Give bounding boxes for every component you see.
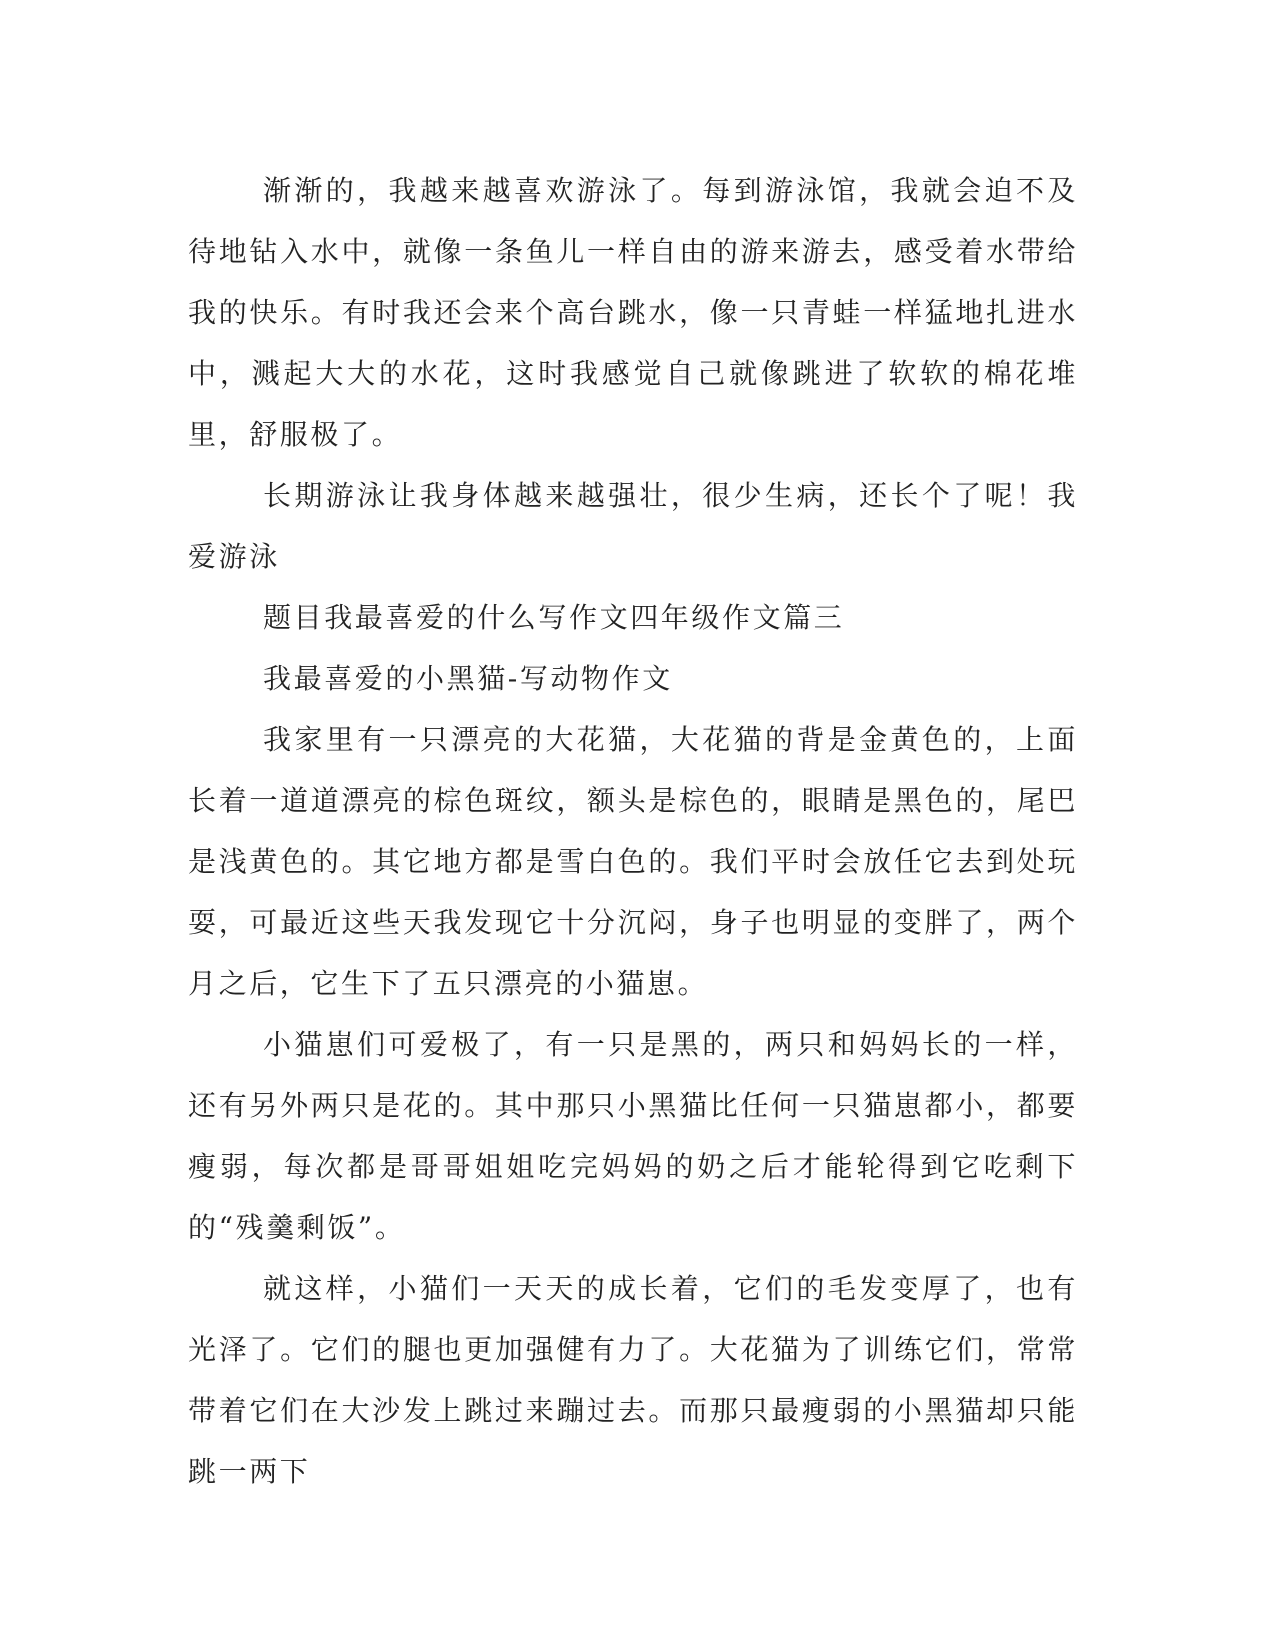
paragraph-big-cat: 我家里有一只漂亮的大花猫，大花猫的背是金黄色的，上面长着一道道漂亮的棕色斑纹，额头是棕色的，眼睛是黑色的，尾巴是浅黄色的。其它地方都是雪白色的。我们平时会放任它去到处玩耍，可最近这些天我发现它十分沉闷，身子也明显的变胖了，两个月之后，它生下了五只漂亮的小猫崽。 [188,723,1078,1000]
document-body [188,160,1078,1502]
paragraph-growing-up: 就这样，小猫们一天天的成长着，它们的毛发变厚了，也有光泽了。它们的腿也更加强健有力了。大花猫为了训练它们，常常带着它们在大沙发上跳过来蹦过去。而那只最瘦弱的小黑猫却只能跳一两下 [188,1272,1078,1488]
paragraph-kittens: 小猫崽们可爱极了，有一只是黑的，两只和妈妈长的一样，还有另外两只是花的。其中那只小黑猫比任何一只猫崽都小，都要瘦弱，每次都是哥哥姐姐吃完妈妈的奶之后才能轮得到它吃剩下的“残羹剩饭”。 [188,1028,1078,1244]
paragraph-swimming-joy: 渐渐的，我越来越喜欢游泳了。每到游泳馆，我就会迫不及待地钻入水中，就像一条鱼儿一样自由的游来游去，感受着水带给我的快乐。有时我还会来个高台跳水，像一只青蛙一样猛地扎进水中，溅起大大的水花，这时我感觉自己就像跳进了软软的棉花堆里，舒服极了。 [188,174,1078,451]
paragraph-swimming-health: 长期游泳让我身体越来越强壮，很少生病，还长个了呢！我爱游泳 [188,479,1078,573]
section-heading: 题目我最喜爱的什么写作文四年级作文篇三 [263,601,845,634]
essay-title: 我最喜爱的小黑猫-写动物作文 [263,662,673,695]
